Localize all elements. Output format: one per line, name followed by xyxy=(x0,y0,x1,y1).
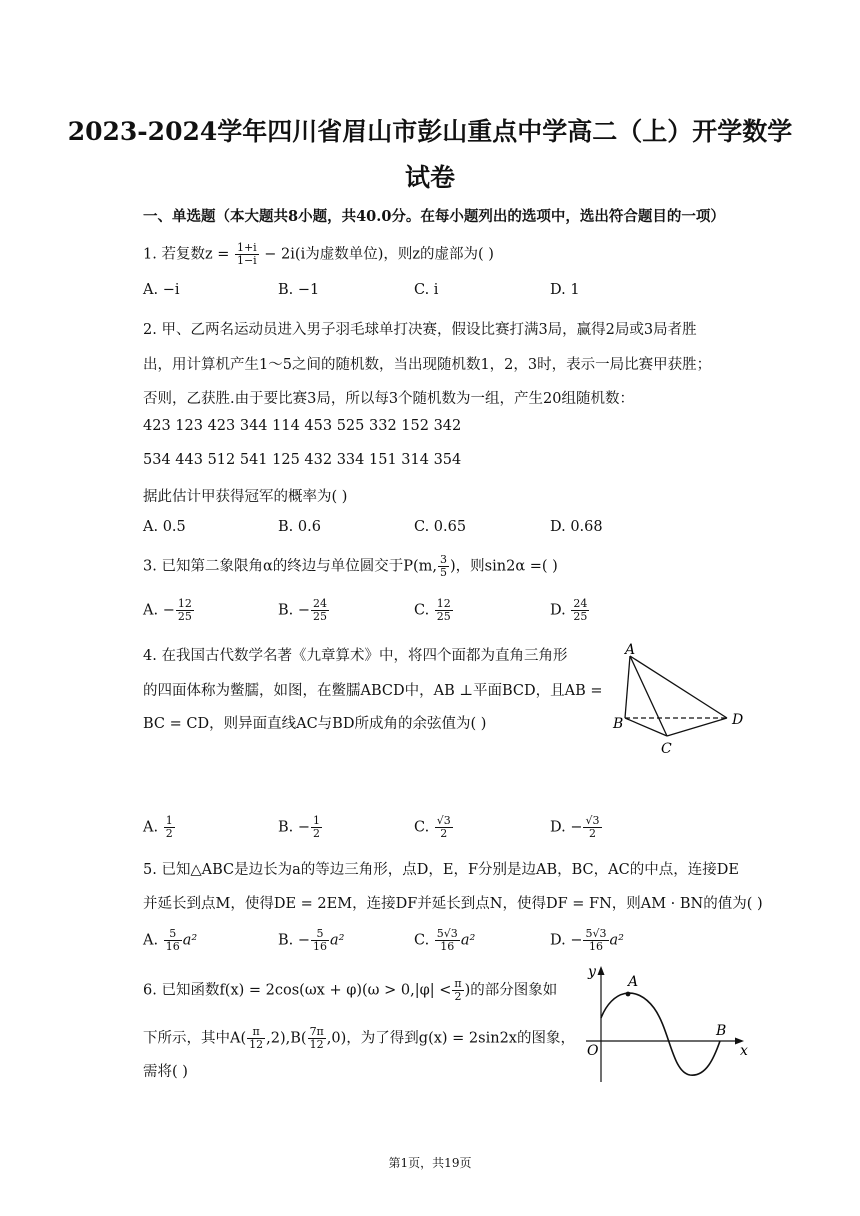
label-x: x xyxy=(740,1043,748,1059)
label-d: D xyxy=(732,712,744,728)
q3-a-prefix: A. − xyxy=(143,602,175,619)
label-a: A xyxy=(625,642,636,658)
q4-option-a xyxy=(143,815,176,840)
q3-fraction xyxy=(438,554,449,579)
edge-ab xyxy=(625,656,630,718)
label-a: A xyxy=(628,974,639,990)
q5-d-suffix: a² xyxy=(609,932,624,949)
q3-b-prefix: B. − xyxy=(278,602,311,619)
q6-l2-b: ,2),B( xyxy=(266,1030,307,1047)
q3-a-num: 12 xyxy=(177,597,192,610)
q2-option-b: B. 0.6 xyxy=(278,519,321,535)
section-heading: 一、单选题（本大题共8小题，共40.0分。在每小题列出的选项中，选出符合题目的一项） xyxy=(143,208,725,225)
label-o: O xyxy=(587,1043,599,1059)
q4-d-den: 2 xyxy=(588,827,596,840)
q5-a-num: 5 xyxy=(164,928,182,941)
q6-line-3: 需将( ) xyxy=(143,1064,188,1080)
edge-cd xyxy=(667,718,727,736)
q4-b-prefix: B. − xyxy=(278,819,311,836)
q5-a-den: 16 xyxy=(165,940,180,953)
q3-a-frac xyxy=(176,598,194,623)
q2-option-c: C. 0.65 xyxy=(414,519,467,535)
q3-c-den: 25 xyxy=(436,610,451,623)
q5-a-frac xyxy=(164,928,182,953)
q4-c-frac xyxy=(435,815,453,840)
q3-frac-num: 3 xyxy=(440,553,448,566)
q6-l2-frac1 xyxy=(247,1026,265,1051)
q2-line-1: 2. 甲、乙两名运动员进入男子羽毛球单打决赛，假设比赛打满3局，赢得2局或3局者胜 xyxy=(143,322,697,338)
q6-l1-den: 2 xyxy=(454,990,462,1003)
q5-a-prefix: A. xyxy=(143,932,163,949)
q3-b-num: 24 xyxy=(313,597,328,610)
q1-option-c: C. i xyxy=(414,282,439,298)
q4-d-num: √3 xyxy=(585,814,600,827)
q6-l2-num1: π xyxy=(247,1026,265,1039)
q5-b-frac xyxy=(311,928,329,953)
q2-option-a: A. 0.5 xyxy=(143,519,186,535)
q4-d-frac xyxy=(583,815,601,840)
q4-line-1: 4. 在我国古代数学名著《九章算术》中，将四个面都为直角三角形 xyxy=(143,648,568,664)
q3-option-c xyxy=(414,598,454,623)
q5-c-suffix: a² xyxy=(460,932,476,949)
q3-option-a xyxy=(143,598,195,623)
q4-a-frac xyxy=(164,815,175,840)
q4-option-d xyxy=(550,815,603,840)
q4-a-prefix: A. xyxy=(143,819,163,836)
q3-d-den: 25 xyxy=(573,610,588,623)
q6-l2-den2: 12 xyxy=(309,1038,324,1051)
q3-d-num: 24 xyxy=(573,597,588,610)
label-c: C xyxy=(661,741,672,757)
q1-option-a: A. −i xyxy=(143,282,180,298)
q5-c-prefix: C. xyxy=(414,932,434,949)
q5-d-prefix: D. − xyxy=(550,932,583,949)
q4-a-den: 2 xyxy=(165,827,173,840)
q3-c-frac xyxy=(435,598,453,623)
q3-c-num: 12 xyxy=(436,597,451,610)
q4-d-prefix: D. − xyxy=(550,819,583,836)
cosine-graph-figure xyxy=(578,962,758,1087)
q4-line-3: BC = CD，则异面直线AC与BD所成角的余弦值为( ) xyxy=(143,716,487,732)
q5-c-den: 16 xyxy=(440,940,455,953)
q1-frac-num: 1+i xyxy=(236,241,257,254)
q4-c-den: 2 xyxy=(440,827,448,840)
question-1 xyxy=(143,242,494,267)
q5-line-1: 5. 已知△ABC是边长为a的等边三角形，点D，E，F分别是边AB，BC，AC的中点，连接DE xyxy=(143,862,739,878)
page-footer: 第1页，共19页 xyxy=(388,1156,472,1170)
q5-d-den: 16 xyxy=(588,940,603,953)
q1-pre: 1. 若复数z = xyxy=(143,246,234,263)
title-line-1: 2023-2024学年四川省眉山市彭山重点中学高二（上）开学数学 xyxy=(67,117,793,146)
q6-l2-num2: 7π xyxy=(309,1025,324,1038)
q6-l1-a: 6. 已知函数f(x) = 2cos(ωx + φ)(ω > 0,|φ| < xyxy=(143,982,452,999)
y-axis-arrow-icon xyxy=(598,966,605,975)
q3-c-prefix: C. xyxy=(414,602,434,619)
q4-b-frac xyxy=(311,815,322,840)
q6-l2-frac2 xyxy=(308,1026,326,1051)
q5-option-d xyxy=(550,928,624,953)
point-a xyxy=(626,992,631,997)
q3-post: )，则sin2α =( ) xyxy=(450,558,558,575)
q1-frac-den: 1−i xyxy=(236,254,257,267)
q6-l2-c: ,0)，为了得到g(x) = 2sin2x的图象， xyxy=(326,1030,575,1047)
tetrahedron-figure xyxy=(605,640,755,760)
q3-a-den: 25 xyxy=(177,610,192,623)
label-b: B xyxy=(613,716,624,732)
q4-line-2: 的四面体称为鳖臑，如图，在鳖臑ABCD中，AB ⊥平面BCD，且AB = xyxy=(143,683,603,699)
q3-option-b xyxy=(278,598,330,623)
title-line-2: 试卷 xyxy=(404,163,455,192)
q5-option-b xyxy=(278,928,345,953)
q5-c-num: 5√3 xyxy=(436,927,458,940)
q2-random-numbers-1: 423 123 423 344 114 453 525 332 152 342 xyxy=(143,418,462,434)
q4-a-num: 1 xyxy=(165,814,173,827)
q5-line-2: 并延长到点M，使得DE = 2EM，连接DF并延长到点N，使得DF = FN，则AM · BN的值为( ) xyxy=(143,896,763,912)
q4-b-num: 1 xyxy=(313,814,321,827)
q5-option-a xyxy=(143,928,197,953)
q4-option-c xyxy=(414,815,454,840)
q4-c-num: √3 xyxy=(436,814,451,827)
question-3 xyxy=(143,554,558,579)
q2-line-3: 否则，乙获胜.由于要比赛3局，所以每3个随机数为一组，产生20组随机数： xyxy=(143,391,635,407)
q1-option-d: D. 1 xyxy=(550,282,580,298)
q5-option-c xyxy=(414,928,475,953)
cosine-curve xyxy=(601,993,720,1075)
q2-line-4: 据此估计甲获得冠军的概率为( ) xyxy=(143,489,348,505)
q6-line-1 xyxy=(143,978,557,1003)
q6-l1-num: π xyxy=(454,977,462,990)
q5-b-num: 5 xyxy=(311,928,329,941)
q3-frac-den: 5 xyxy=(440,566,448,579)
q1-option-b: B. −1 xyxy=(278,282,320,298)
q1-post: − 2i(i为虚数单位)，则z的虚部为( ) xyxy=(259,246,494,263)
q5-b-den: 16 xyxy=(313,940,328,953)
q3-option-d xyxy=(550,598,590,623)
q2-option-d: D. 0.68 xyxy=(550,519,603,535)
edge-bc xyxy=(625,718,667,736)
q3-b-frac xyxy=(311,598,329,623)
q4-option-b xyxy=(278,815,323,840)
q5-d-frac xyxy=(583,928,608,953)
q5-c-frac xyxy=(435,928,460,953)
q5-b-suffix: a² xyxy=(330,932,345,949)
label-y: y xyxy=(588,964,596,980)
q6-l1-frac xyxy=(452,978,463,1003)
q5-a-suffix: a² xyxy=(182,932,198,949)
q6-line-2 xyxy=(143,1026,575,1051)
q2-random-numbers-2: 534 443 512 541 125 432 334 151 314 354 xyxy=(143,452,462,468)
q2-line-2: 出，用计算机产生1～5之间的随机数，当出现随机数1，2，3时，表示一局比赛甲获胜； xyxy=(143,357,712,373)
q3-pre: 3. 已知第二象限角α的终边与单位圆交于P(m, xyxy=(143,558,438,575)
q4-c-prefix: C. xyxy=(414,819,434,836)
q6-l2-a: 下所示，其中A( xyxy=(143,1030,247,1047)
q5-d-num: 5√3 xyxy=(585,927,607,940)
q6-l2-den1: 12 xyxy=(249,1038,264,1051)
q3-d-prefix: D. xyxy=(550,602,571,619)
q6-l1-b: )的部分图象如 xyxy=(464,982,558,999)
q5-b-prefix: B. − xyxy=(278,932,311,949)
q3-d-frac xyxy=(571,598,589,623)
q1-fraction xyxy=(235,242,259,267)
q4-b-den: 2 xyxy=(313,827,321,840)
q3-b-den: 25 xyxy=(313,610,328,623)
label-b: B xyxy=(716,1023,727,1039)
